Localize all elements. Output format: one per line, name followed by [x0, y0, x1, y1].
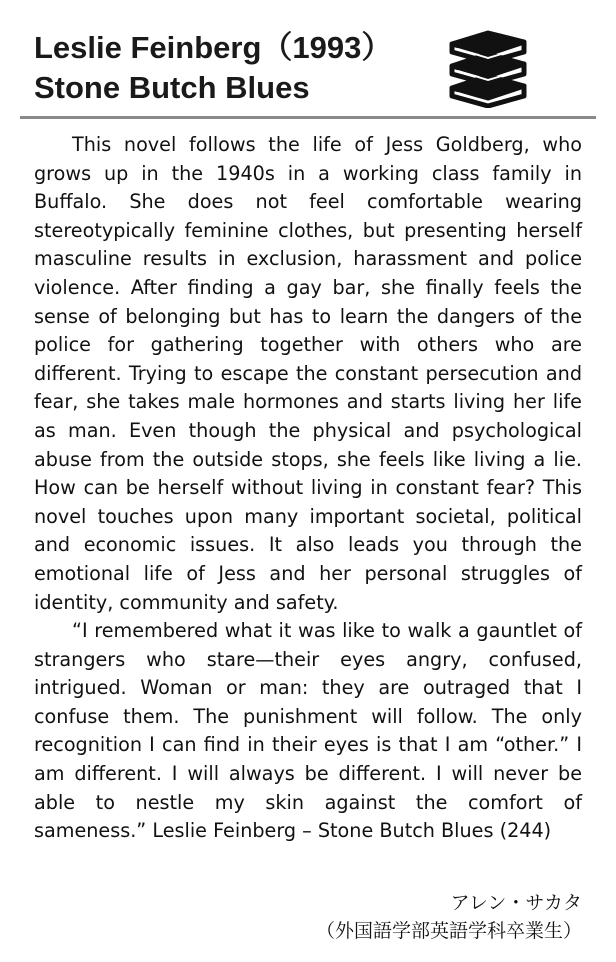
- book-title-author-year: Leslie Feinberg（1993）: [34, 30, 393, 65]
- header: [34, 28, 594, 114]
- reviewer-name: アレン・サカタ: [450, 892, 582, 914]
- quote-paragraph: “I remembered what it was like to walk a gauntlet of strangers who stare—their eyes angry, confused, intrigued. Woman or man: they are outraged that I confuse them. The punishment will follow. The only recognition I can find in their eyes is that I am “other.” I am different. I will always be different. I will never be able to nestle my skin against the comfort of sameness.” Leslie Feinberg – Stone Butch Blues (244): [34, 619, 582, 843]
- review-paragraph: This novel follows the life of Jess Goldberg, who grows up in the 1940s in a working class family in Buffalo. She does not feel comfortable wearing stereotypically feminine clothes, but presenting herself masculine results in exclusion, harassment and police violence. After finding a gay bar, she finally feels the sense of belonging but has to learn the dangers of the police for gathering together with others who are different. Trying to escape the constant persecution and fear, she takes male hormones and starts living her life as man. Even though the physical and psychological abuse from the outside stops, she feels like living a lie. How can be herself without living in constant fear? This novel touches upon many important societal, political and economic issues. It also leads you through the emotional life of Jess and her personal struggles of identity, community and safety.: [34, 133, 582, 614]
- book-title: Stone Butch Blues: [34, 70, 310, 105]
- header-divider: [20, 116, 596, 119]
- reviewer-affiliation: （外国語学部英語学科卒業生）: [315, 920, 582, 942]
- reviewer-credit: [316, 889, 582, 945]
- books-stack-icon: [444, 30, 530, 108]
- review-body: [34, 131, 582, 846]
